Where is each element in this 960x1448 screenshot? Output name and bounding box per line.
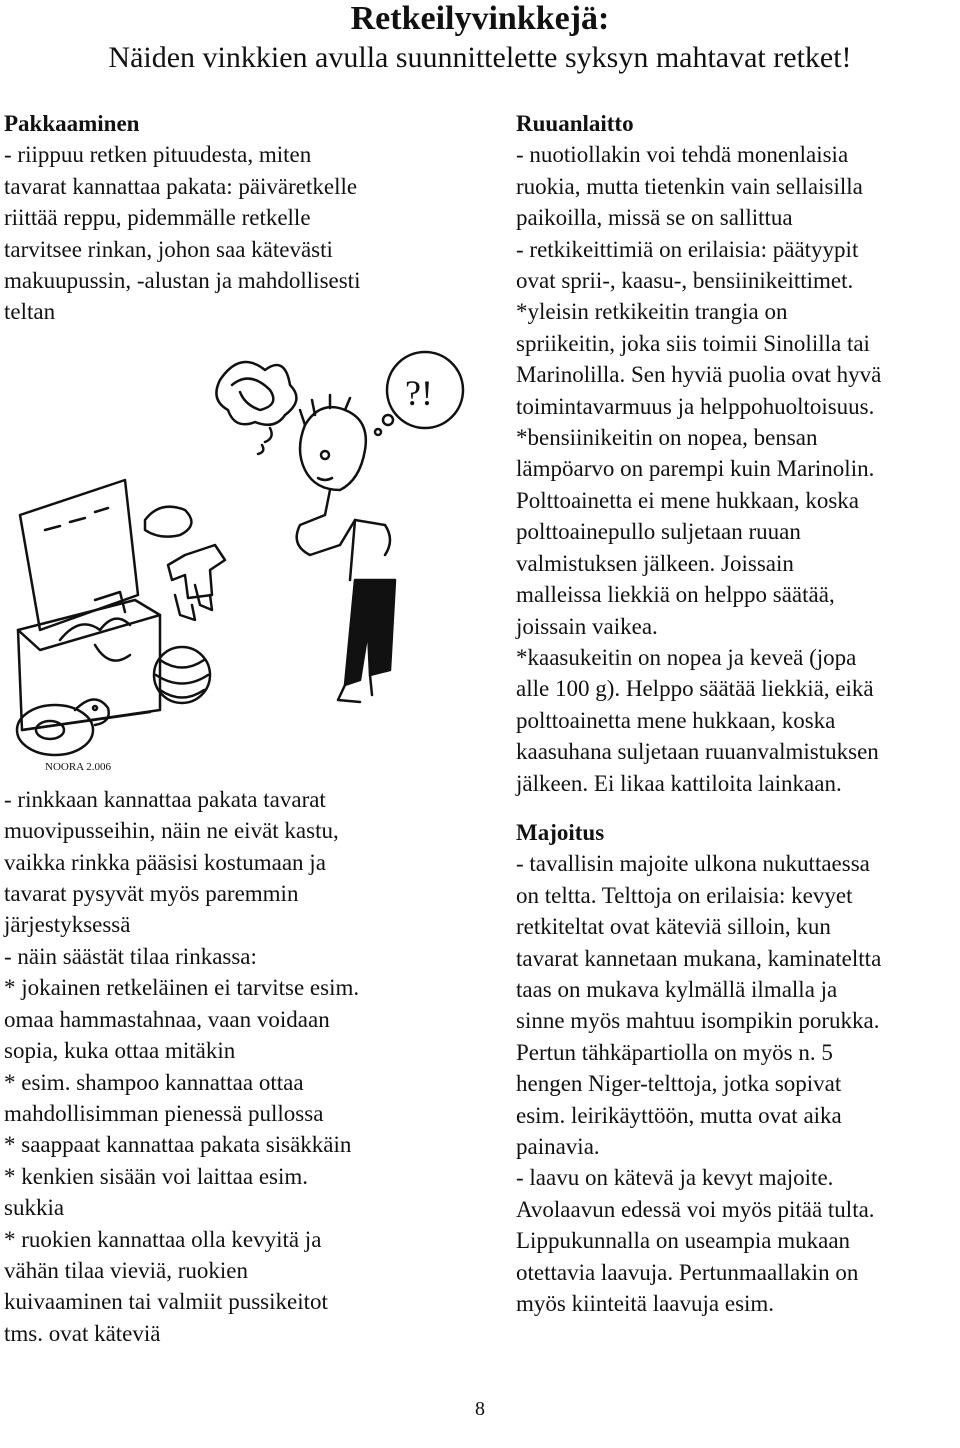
packing-paragraph-1: - riippuu retken pituudesta, miten tavarat kannattaa pakata: päiväretkelle riittää reppu, pidemmälle retkelle tarvitsee rinkan, johon saa kätevästi makuupussin, -alustan ja mahdollisesti teltan: [4, 142, 361, 325]
page-title: Retkeilyvinkkejä:: [350, 0, 610, 37]
person-drawing: [297, 395, 395, 702]
page-subtitle: Näiden vinkkien avulla suunnittelette syksyn mahtavat retket!: [108, 41, 852, 74]
section-gap: [516, 799, 960, 817]
page-header: [0, 0, 960, 76]
artist-signature: NOORA 2.006: [45, 761, 112, 773]
thought-bubble: [375, 352, 463, 435]
packing-paragraph-2: - rinkkaan kannattaa pakata tavarat muovipusseihin, näin ne eivät kastu, vaikka rinkka pääsisi kostumaan ja tavarat pysyvät myös paremmin järjestyksessä - näin säästät tilaa rinkassa: * jokainen retkeläinen ei tarvitse esim. omaa hammastahnaa, vaan voidaan sopia, kuka ottaa mitäkin * esim. shampoo kannattaa ottaa mahdollisimman pienessä pullossa * saappaat kannattaa pakata sisäkkäin * kenkien sisään voi laittaa esim. sukkia * ruokien kannattaa olla kevyitä ja vähän tilaa vieviä, ruokien kuivaaminen tai valmiit pussikeitot tms. ovat käteviä: [4, 786, 360, 1346]
thought-text: ?!: [405, 373, 433, 413]
cooking-heading: Ruuanlaitto: [516, 111, 634, 136]
packing-illustration: [0, 330, 490, 780]
suitcase-drawing: [18, 480, 160, 730]
duck-ring-drawing: [17, 699, 109, 755]
cooking-paragraph: - nuotiollakin voi tehdä monenlaisia ruokia, mutta tietenkin vain sellaisilla paikoilla, missä se on sallittua - retkikeittimiä on erilaisia: päätyypit ovat sprii-, kaasu-, bensiinikeittimet. *yleisin retkikeitin trangia on spriikeitin, joka siis toimii Sinolilla tai Marinolilla. Sen hyviä puolia ovat hyvä toimintavarmuus ja helppohuoltoisuus. *bensiinikeitin on nopea, bensan lämpöarvo on parempi kuin Marinolin. Polttoainetta ei mene hukkaan, koska polttoainepullo suljetaan ruuan valmistuksen jälkeen. Joissain malleissa liekkiä on helppo säätää, joissain vaikea. *kaasukeitin on nopea ja keveä (jopa alle 100 g). Helppo säätää liekkiä, eikä polttoainetta mene hukkaan, koska kaasuhana suljetaan ruuanvalmistuksen jälkeen. Ei likaa kattiloita lainkaan.: [516, 142, 882, 796]
scribble-cloud-drawing: [216, 362, 296, 454]
packing-heading: Pakkaaminen: [4, 111, 140, 136]
page-number: 8: [475, 1398, 485, 1420]
accommodation-heading: Majoitus: [516, 819, 605, 845]
ball-drawing: [154, 647, 210, 703]
clothes-drawing: [145, 507, 225, 620]
right-column: [516, 108, 960, 1319]
accommodation-paragraph: - tavallisin majoite ulkona nukuttaessa on teltta. Telttoja on erilaisia: kevyet retkiteltat ovat käteviä silloin, kun tavarat kannetaan mukana, kaminateltta taas on mukava kylmällä ilmalla ja sinne myös mahtuu isompikin porukka. Pertun tähkäpartiolla on myös n. 5 hengen Niger-telttoja, jotka sopivat esim. leirikäyttöön, mutta ovat aika painavia. - laavu on kätevä ja kevyt majoite. Avolaavun edessä voi myös pitää tulta. Lippukunnalla on useampia mukaan otettavia laavuja. Pertunmaallakin on myös kiinteitä laavuja esim.: [516, 851, 882, 1317]
